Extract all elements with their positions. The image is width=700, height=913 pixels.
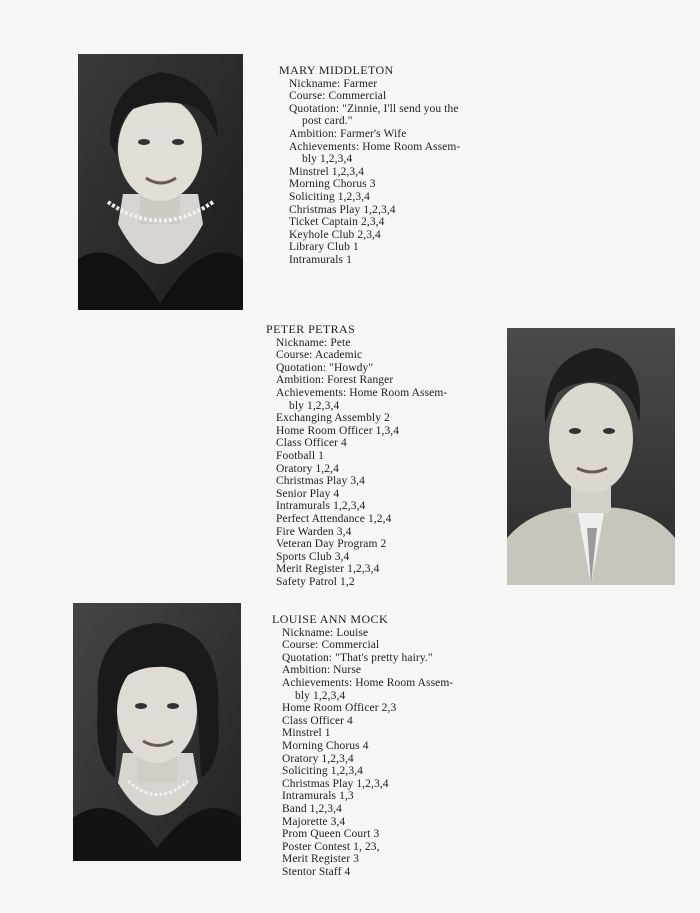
- detail-line: Merit Register 1,2,3,4: [276, 563, 380, 576]
- detail-line: Quotation: "Zinnie, I'll send you the: [289, 102, 459, 115]
- detail-line: Quotation: "That's pretty hairy.": [282, 651, 433, 664]
- detail-line: Ticket Captain 2,3,4: [289, 216, 385, 229]
- detail-line: Home Room Officer 1,3,4: [276, 424, 400, 437]
- detail-line: Oratory 1,2,3,4: [282, 752, 354, 765]
- detail-line: Perfect Attendance 1,2,4: [276, 512, 392, 525]
- detail-line: Exchanging Assembly 2: [276, 412, 390, 425]
- detail-line: Christmas Play 1,2,3,4: [289, 203, 396, 216]
- detail-line: Morning Chorus 4: [282, 739, 369, 752]
- detail-line: Ambition: Nurse: [282, 664, 362, 677]
- detail-line: Achievements: Home Room Assem-: [276, 386, 448, 399]
- detail-line-continuation: bly 1,2,3,4: [289, 399, 340, 412]
- detail-line: Sports Club 3,4: [276, 550, 350, 563]
- detail-line: Class Officer 4: [282, 714, 353, 727]
- detail-line: Veteran Day Program 2: [276, 538, 387, 551]
- detail-line: Ambition: Forest Ranger: [276, 374, 394, 387]
- student-name: PETER PETRAS: [266, 322, 356, 336]
- detail-line: Safety Patrol 1,2: [276, 575, 355, 588]
- detail-line: Intramurals 1,2,3,4: [276, 500, 366, 513]
- detail-line: Course: Commercial: [282, 639, 380, 652]
- student-details: [279, 78, 494, 267]
- detail-line: Achievements: Home Room Assem-: [289, 140, 461, 153]
- detail-line: Course: Commercial: [289, 90, 387, 103]
- detail-line: Soliciting 1,2,3,4: [282, 765, 364, 778]
- detail-line: Football 1: [276, 449, 324, 462]
- portrait-photo-louise-ann-mock: [73, 603, 241, 861]
- detail-line-continuation: post card.": [302, 115, 353, 128]
- detail-line: Minstrel 1,2,3,4: [289, 165, 365, 178]
- detail-line: Nickname: Pete: [276, 336, 351, 349]
- portrait-photo-mary-middleton: [78, 54, 243, 310]
- detail-line: Majorette 3,4: [282, 815, 346, 828]
- detail-line: Christmas Play 3,4: [276, 475, 366, 488]
- detail-line: Minstrel 1: [282, 727, 331, 740]
- student-entry-louise-ann-mock: [272, 613, 487, 878]
- detail-line: Poster Contest 1, 23,: [282, 840, 380, 853]
- detail-line: Nickname: Louise: [282, 626, 369, 639]
- student-details: [272, 627, 487, 879]
- detail-line: Ambition: Farmer's Wife: [289, 127, 407, 140]
- student-name: MARY MIDDLETON: [279, 63, 394, 77]
- detail-line: Course: Academic: [276, 349, 363, 362]
- detail-line: Intramurals 1: [289, 253, 352, 266]
- detail-line: Soliciting 1,2,3,4: [289, 190, 371, 203]
- detail-line: Oratory 1,2,4: [276, 462, 339, 475]
- detail-line: Library Club 1: [289, 241, 359, 254]
- detail-line: Christmas Play 1,2,3,4: [282, 777, 389, 790]
- detail-line: Prom Queen Court 3: [282, 828, 380, 841]
- detail-line: Nickname: Farmer: [289, 77, 378, 90]
- detail-line: Stentor Staff 4: [282, 865, 351, 878]
- detail-line-continuation: bly 1,2,3,4: [302, 153, 353, 166]
- detail-line: Home Room Officer 2,3: [282, 702, 397, 715]
- detail-line: Morning Chorus 3: [289, 178, 376, 191]
- student-details: [266, 337, 481, 589]
- detail-line-continuation: bly 1,2,3,4: [295, 689, 346, 702]
- detail-line: Senior Play 4: [276, 487, 340, 500]
- detail-line: Fire Warden 3,4: [276, 525, 352, 538]
- detail-line: Class Officer 4: [276, 437, 347, 450]
- student-entry-mary-middleton: [279, 64, 494, 267]
- detail-line: Quotation: "Howdy": [276, 361, 374, 374]
- detail-line: Achievements: Home Room Assem-: [282, 676, 454, 689]
- detail-line: Keyhole Club 2,3,4: [289, 228, 381, 241]
- portrait-photo-peter-petras: [507, 328, 675, 585]
- detail-line: Band 1,2,3,4: [282, 802, 342, 815]
- detail-line: Merit Register 3: [282, 853, 359, 866]
- student-entry-peter-petras: [266, 323, 481, 588]
- student-name: LOUISE ANN MOCK: [272, 612, 389, 626]
- detail-line: Intramurals 1,3: [282, 790, 354, 803]
